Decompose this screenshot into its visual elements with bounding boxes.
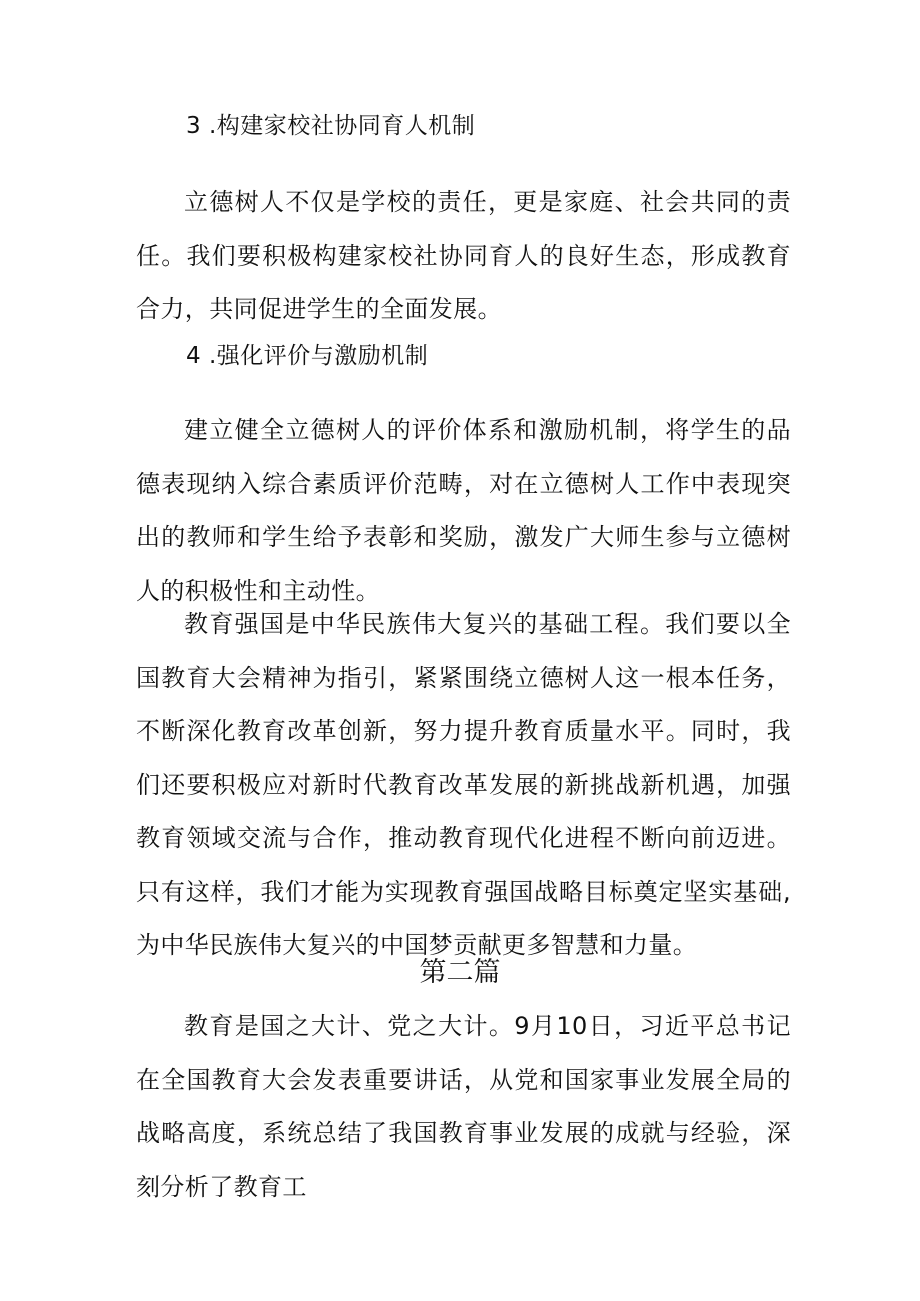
section-4-paragraph: 建立健全立德树人的评价体系和激励机制，将学生的品德表现纳入综合素质评价范畴，对在立德树人工作中表现突出的教师和学生给予表彰和奖励，激发广大师生参与立德树人的积极性和主动性。 <box>136 416 791 605</box>
section-heading-3: 3 .构建家校社协同育人机制 <box>186 113 476 139</box>
closing-paragraph: 教育强国是中华民族伟大复兴的基础工程。我们要以全国教育大会精神为指引，紧紧围绕立德树人这一根本任务，不断深化教育改革创新，努力提升教育质量水平。同时，我们还要积极应对新时代教育改革发展的新挑战新机遇，加强教育领域交流与合作，推动教育现代化进程不断向前迈进。只有这样，我们才能为实现教育强国战略目标奠定坚实基础,为中华民族伟大复兴的中国梦贡献更多智慧和力量。 <box>136 610 791 959</box>
part-two-title: 第二篇 <box>419 957 501 988</box>
section-heading-4: 4 .强化评价与激励机制 <box>186 343 429 369</box>
part-two-paragraph: 教育是国之大计、党之大计。9月10日，习近平总书记在全国教育大会发表重要讲话，从党和国家事业发展全局的战略高度，系统总结了我国教育事业发展的成就与经验，深刻分析了教育工 <box>136 1012 791 1201</box>
section-3-paragraph: 立德树人不仅是学校的责任，更是家庭、社会共同的责任。我们要积极构建家校社协同育人的良好生态，形成教育合力，共同促进学生的全面发展。 <box>136 188 791 323</box>
